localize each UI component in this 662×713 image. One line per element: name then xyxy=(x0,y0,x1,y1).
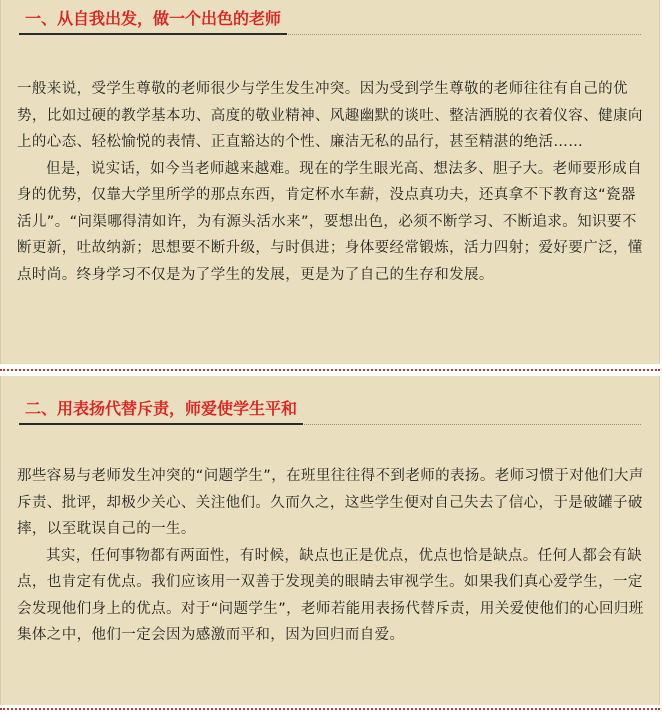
section-1-body xyxy=(17,76,647,288)
section-2-body xyxy=(17,463,647,649)
section-2 xyxy=(0,376,660,705)
section-1-title: 一、从自我出发，做一个出色的老师 xyxy=(19,8,287,35)
section-2-paragraph: 那些容易与老师发生冲突的“问题学生”，在班里往往得不到老师的表扬。老师习惯于对他们大声斥责、批评，却极少关心、关注他们。久而久之，这些学生便对自己失去了信心，于是破罐子破摔，以至耽误自己的一生。 xyxy=(17,468,644,537)
section-2-paragraph: 其实，任何事物都有两面性，有时候，缺点也正是优点，优点也恰是缺点。任何人都会有缺点，也肯定有优点。我们应该用一双善于发现美的眼睛去审视学生。如果我们真心爱学生，一定会发现他们身上的优点。对于“问题学生”，老师若能用表扬代替斥责，用关爱使他们的心回归班集体之中，他们一定会因为感激而平和，因为回归而自爱。 xyxy=(17,547,644,643)
section-2-heading xyxy=(19,396,641,425)
section-1-heading xyxy=(19,6,641,35)
section-2-title: 二、用表扬代替斥责，师爱使学生平和 xyxy=(19,398,303,425)
section-divider xyxy=(0,708,660,710)
section-1-paragraph: 但是，说实话，如今当老师越来越难。现在的学生眼光高、想法多、胆子大。老师要形成自身的优势，仅靠大学里所学的那点东西，肯定杯水车薪，没点真功夫，还真拿不下教育这“瓷器活儿”。“问渠哪得清如许，为有源头活水来”，要想出色，必须不断学习、不断追求。知识要不断更新，吐故纳新；思想要不断升级，与时俱进；身体要经常锻炼，活力四射；爱好要广泛，懂点时尚。终身学习不仅是为了学生的发展，更是为了自己的生存和发展。 xyxy=(17,160,643,283)
section-1-paragraph: 一般来说，受学生尊敬的老师很少与学生发生冲突。因为受到学生尊敬的老师往往有自己的优势，比如过硬的教学基本功、高度的敬业精神、风趣幽默的谈吐、整洁洒脱的衣着仪容、健康向上的心态、轻松愉悦的表情、正直豁达的个性、廉洁无私的品行，甚至精湛的绝活…… xyxy=(17,81,643,150)
section-divider xyxy=(0,369,660,371)
